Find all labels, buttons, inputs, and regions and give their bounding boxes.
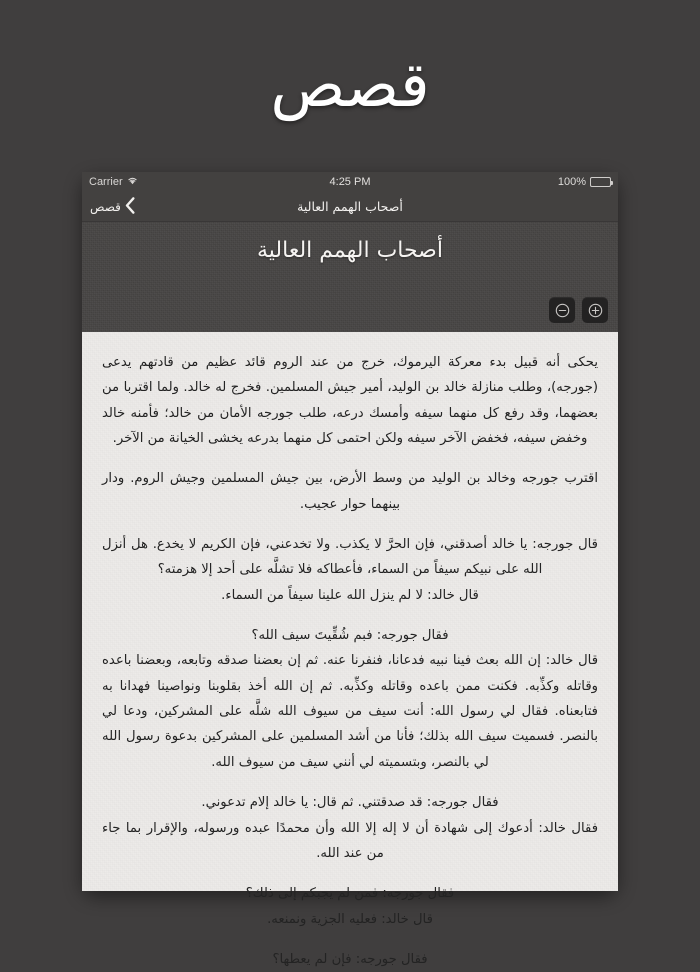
status-bar-left	[89, 172, 138, 192]
carrier-label: Carrier	[89, 176, 123, 188]
article-paragraph: اقترب جورجه وخالد بن الوليد من وسط الأرض، بين جيش المسلمين وجيش الروم. ودار بينهما حوار عجيب.	[102, 471, 598, 512]
article-body[interactable]	[82, 332, 618, 967]
article-paragraph: فقال جورجه: فبم شُقِّيتَ سيف الله؟	[251, 628, 449, 644]
plus-circle-icon	[588, 303, 603, 318]
nav-bar	[82, 192, 618, 222]
article-title: أصحاب الهمم العالية	[257, 238, 443, 263]
article-paragraph: قال خالد: فعليه الجزية ونمنعه.	[267, 911, 433, 927]
article-paragraph: فقال جورجه: قد صدقتني. ثم قال: يا خالد إلام تدعوني.	[201, 795, 499, 811]
article-paragraph: قال خالد: إن الله بعث فينا نبيه فدعانا، فنفرنا عنه. ثم إن بعضنا صدقه وتابعه، وبعضنا باعده وقاتله وكذِّبه. فكنت ممن باعده وقاتله وكذِّبه. ثم إن الله أخذ بقلوبنا ونواصينا فهدانا به فتابعناه. فقال لي رسول الله: أنت سيف من سيوف الله شلَّه على المشركين، ودعا لي بالنصر. فسميت سيف الله بذلك؛ فأنا من أشد المسلمين على المشركين بدعوة رسول الله لي بالنصر، وبتسميته لي أنني سيف من سيوف الله.	[102, 653, 598, 770]
zoom-in-button[interactable]	[582, 297, 608, 323]
chevron-left-icon	[125, 197, 135, 217]
article-header	[82, 222, 618, 332]
wifi-icon	[127, 172, 138, 192]
device-window	[82, 172, 618, 967]
status-bar-right	[558, 172, 611, 192]
article-paragraph: قال جورجه: يا خالد أصدقني، فإن الحرَّ لا يكذب. ولا تخدعني، فإن الكريم لا يخدع. هل أنزل الله على نبيكم سيفاً من السماء، فأعطاكه فلا تشلَّه على أحد إلا هزمته؟	[102, 537, 598, 578]
status-bar-time: 4:25 PM	[329, 176, 371, 188]
nav-bar-title: أصحاب الهمم العالية	[297, 199, 403, 214]
zoom-out-button[interactable]	[549, 297, 575, 323]
article-paragraph: قال خالد: لا لم ينزل الله علينا سيفاً من السماء.	[221, 587, 479, 603]
article-paragraph: فقال جورجه: فإن لم يعطها؟	[272, 951, 428, 967]
zoom-controls	[549, 297, 608, 323]
page-title: قصص	[270, 48, 430, 121]
article-paragraph: يحكى أنه قبيل بدء معركة اليرموك، خرج من عند الروم قائد عظيم من قادتهم يدعى (جورجه)، وطلب منازلة خالد بن الوليد، أمير جيش المسلمين. فخرج له خالد. ولما اقتربا من بعضهما، وقد رفع كل منهما سيفه وأمسك درعه، طلب جورجه الأمان من خالد؛ فأمنه خالد وخفض سيفه، فخفض الآخر سيفه ولكن احتمى كل منهما بدرعه يخشى الخيانة من الآخر.	[102, 355, 598, 447]
back-button-label: قصص	[90, 199, 121, 214]
article-paragraph: فقال خالد: أدعوك إلى شهادة أن لا إله إلا الله وأن محمدًا عبده ورسوله، والإقرار بما جاء من عند الله.	[102, 820, 598, 861]
article-paragraph: فقال جورجه: فمن لم يجبكم إلى ذلك؟	[245, 886, 455, 902]
back-button[interactable]	[90, 197, 135, 217]
status-bar	[82, 172, 618, 192]
battery-percent-label: 100%	[557, 176, 586, 188]
battery-icon	[590, 177, 611, 187]
minus-circle-icon	[555, 303, 570, 318]
